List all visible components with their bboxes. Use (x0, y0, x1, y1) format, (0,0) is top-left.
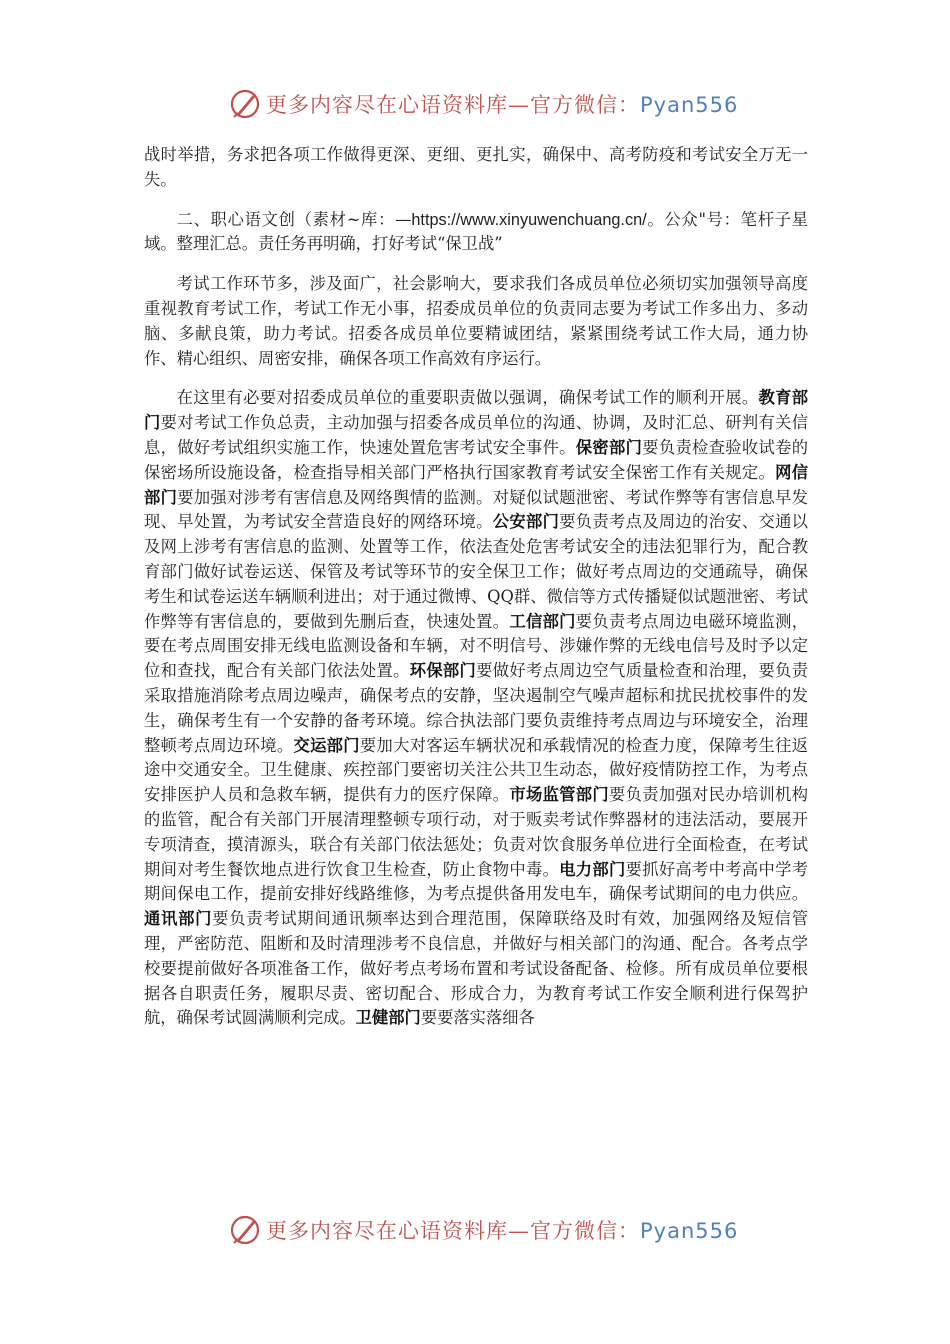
watermark-account: Pyan556 (640, 1219, 739, 1243)
watermark-banner-bottom (228, 1212, 748, 1248)
paragraph-text: 二、职心语文创（素材~库：— (176, 209, 412, 229)
paragraph (144, 143, 808, 193)
paragraph-text: 要负责加强对民办培训机构的监管，配合有关部门开展清理整顿专项行动，对于贩卖考试作弊器材的违法活动，要展开专项清查，摸清源头，联合有关部门依法惩处；负责对饮食服务单位进行全面检查，在考试期间对考生餐饮地点进行饮食卫生检查，防止食物中毒。 (144, 785, 808, 879)
watermark-label: 官方微信： (530, 93, 640, 117)
watermark-label: 官方微信： (530, 1219, 640, 1243)
paragraph-text: 要负责考试期间通讯频率达到合理范围，保障联络及时有效，加强网络及短信管理，严密防范、阻断和及时清理涉考不良信息，并做好与相关部门的沟通、配合。各考点学校要提前做好各项准备工作，做好考点考场布置和考试设备配备、检修。所有成员单位要根据各自职责任务，履职尽责、密切配合、形成合力，为教育考试工作安全顺利进行保驾护航，确保考试圆满顺利完成。 (144, 909, 808, 1028)
paragraph-text: 在这里有必要对招委成员单位的重要职责做以强调，确保考试工作的顺利开展。 (176, 388, 759, 408)
watermark-dash: — (508, 1219, 530, 1243)
paragraph-text: 要加大对客运车辆状况和承载情况的检查力度，保障考生往返途中交通安全。卫生健康、疾控部门要密切关注公共卫生动态，做好疫情防控工作，为考点安排医护人员和急救车辆，提供有力的医疗保障。 (144, 735, 808, 805)
paragraph-text: 要做好考点周边空气质量检查和治理，要负责采取措施消除考点周边噪声，确保考点的安静，坚决遏制空气噪声超标和扰民扰校事件的发生，确保考生有一个安静的备考环境。综合执法部门要负责维持考点周边与环境安全，治理整顿考点周边环境。 (144, 661, 808, 755)
paragraph-text: 战时举措，务求把各项工作做得更深、更细、更扎实，确保中、高考防疫和考试安全万无一失。 (144, 145, 808, 189)
watermark-title: 更多内容尽在心语资料库 (266, 93, 508, 117)
paragraph (144, 272, 808, 371)
department-name: 电力部门 (559, 859, 626, 879)
watermark-title: 更多内容尽在心语资料库 (266, 1219, 508, 1243)
pen-logo-icon (228, 1213, 262, 1247)
paragraph-text: 。公众"号：笔杆子星域。整理汇总。责任务再明确，打好考试“保卫战” (144, 209, 808, 254)
paragraph-text: 要负责考点周边电磁环境监测，要在考点周围安排无线电监测设备和车辆，对不明信号、涉嫌作弊的无线电信号及时予以定位和查找，配合有关部门依法处置。 (144, 611, 808, 681)
department-name: 教育部门 (144, 388, 808, 433)
department-name: 工信部门 (509, 611, 576, 631)
department-name: 保密部门 (575, 437, 643, 457)
watermark-dash: — (508, 93, 530, 117)
watermark-account: Pyan556 (640, 93, 739, 117)
url-text: https://www.xinyuwenchuang.cn/ (411, 210, 647, 229)
paragraph-text: 要要落实落细各 (420, 1008, 535, 1028)
department-name: 通讯部门 (144, 909, 213, 929)
department-name: 公安部门 (492, 512, 560, 532)
department-name: 市场监管部门 (509, 785, 610, 805)
paragraph-text: 考试工作环节多，涉及面广，社会影响大，要求我们各成员单位必须切实加强领导高度重视教育考试工作，考试工作无小事，招委成员单位的负责同志要为考试工作多出力、多动脑、多献良策，助力考试。招委各成员单位要精诚团结，紧紧围绕考试工作大局，通力协作、精心组织、周密安排，确保各项工作高效有序运行。 (144, 274, 808, 368)
paragraph (144, 208, 808, 258)
watermark-text (266, 1215, 738, 1245)
paragraph-text: 要对考试工作负总责，主动加强与招委各成员单位的沟通、协调，及时汇总、研判有关信息，做好考试组织实施工作，快速处置危害考试安全事件。 (144, 413, 808, 457)
paragraph (144, 386, 808, 1031)
department-name: 环保部门 (409, 661, 477, 681)
paragraph-text: 要抓好高考中考高中学考期间保电工作，提前安排好线路维修，为考点提供备用发电车，确保考试期间的电力供应。 (144, 859, 808, 904)
paragraph-text: 要负责考点及周边的治安、交通以及网上涉考有害信息的监测、处置等工作，依法查处危害考试安全的违法犯罪行为，配合教育部门做好试卷运送、保管及考试等环节的安全保卫工作；做好考点周边的交通疏导，确保考生和试卷运送车辆顺利进出；对于通过微博、QQ群、微信等方式传播疑似试题泄密、考试作弊等有害信息的，要做到先删后查，快速处置。 (144, 512, 808, 631)
department-name: 交运部门 (293, 735, 360, 755)
document-body (144, 143, 808, 1046)
pen-logo-icon (228, 87, 262, 121)
watermark-banner-top (228, 86, 748, 122)
department-name: 网信部门 (144, 462, 808, 507)
paragraph-text: 要加强对涉考有害信息及网络舆情的监测。对疑似试题泄密、考试作弊等有害信息早发现、早处置，为考试安全营造良好的网络环境。 (144, 487, 808, 532)
paragraph-text: 要负责检查验收试卷的保密场所设施设备，检查指导相关部门严格执行国家教育考试安全保密工作有关规定。 (144, 437, 808, 482)
department-name: 卫健部门 (355, 1008, 421, 1028)
watermark-text (266, 89, 738, 119)
